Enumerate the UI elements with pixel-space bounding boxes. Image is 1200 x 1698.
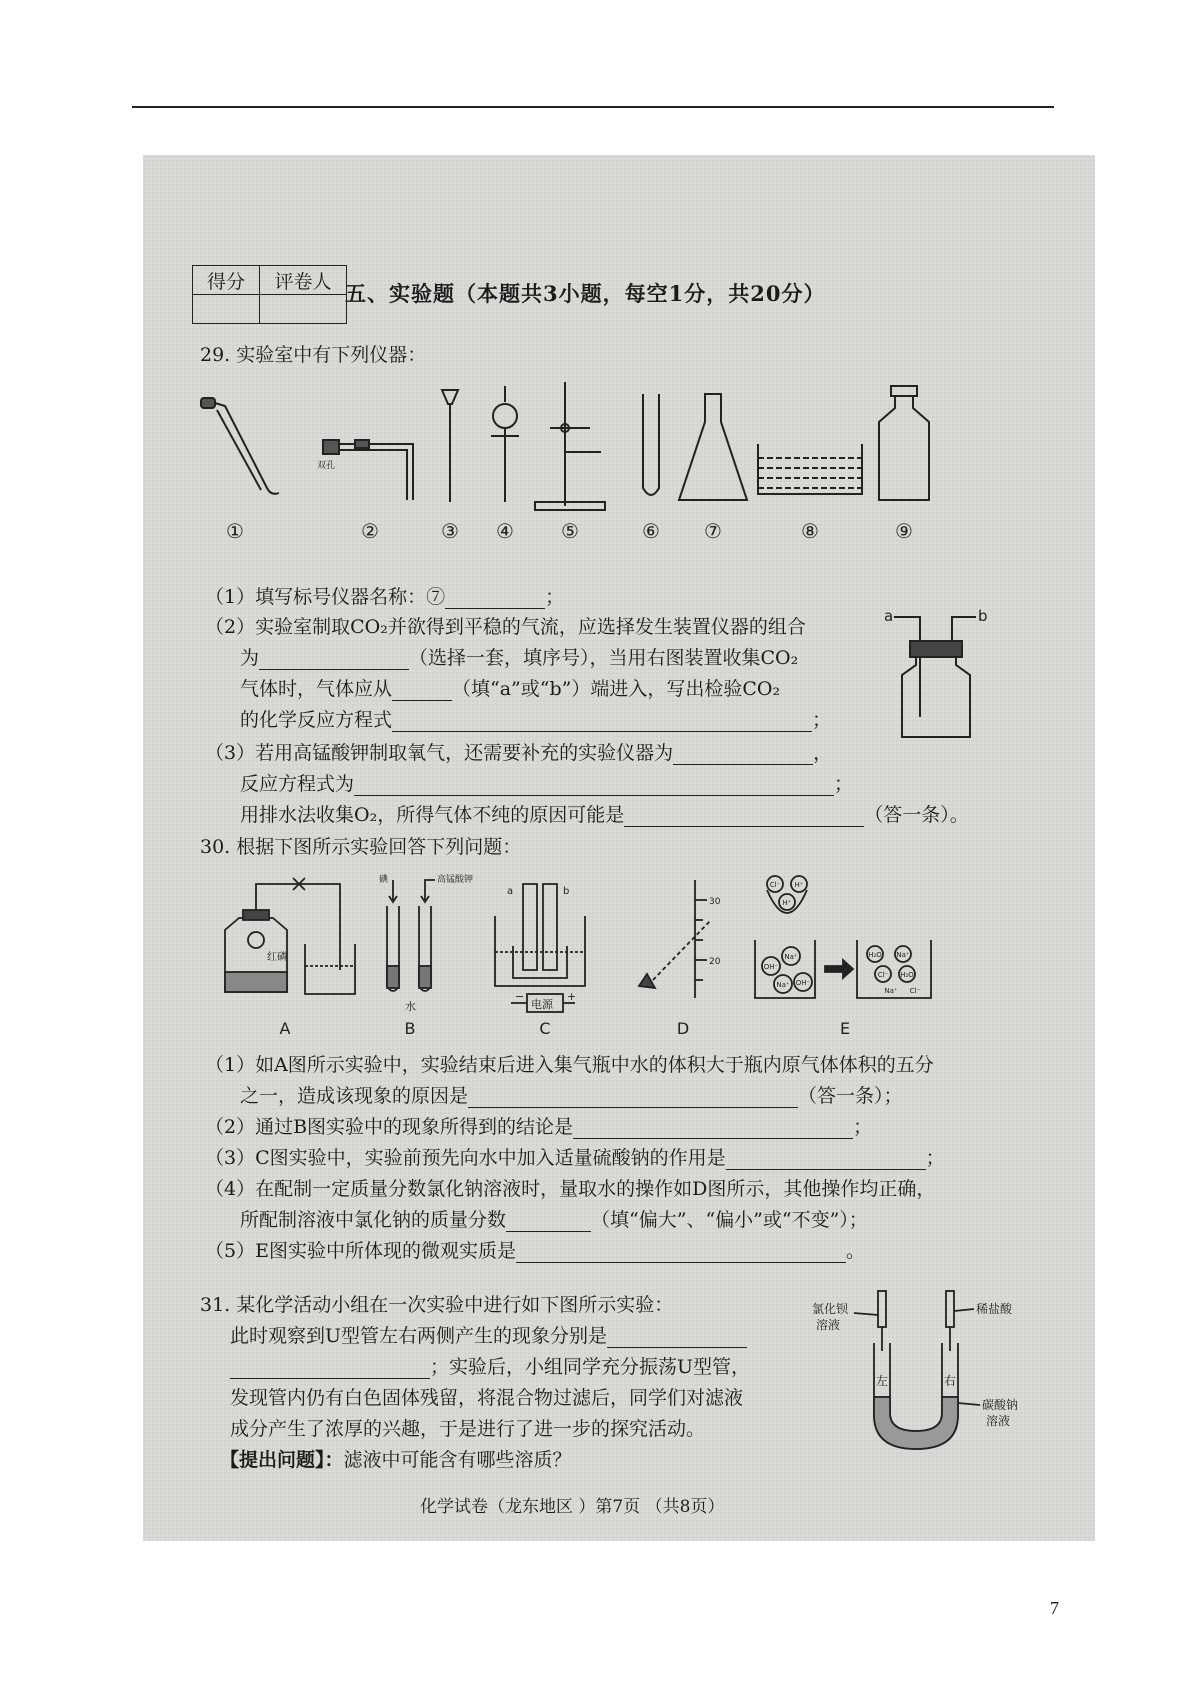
q30-p3-end: ； <box>925 1147 945 1169</box>
q29-p3a-end: ， <box>813 742 833 764</box>
q30-part1b <box>240 1081 903 1108</box>
q31-question-text: 滤液中可能含有哪些溶质？ <box>343 1449 572 1471</box>
q29-part2a: （2）实验室制取CO₂并欲得到平稳的气流，应选择发生装置仪器的组合 <box>205 616 806 638</box>
q29-part3a <box>205 738 832 765</box>
figure-a-phosphorus-combustion <box>225 878 355 994</box>
figure-b-label-iodine: 碘 <box>379 875 389 885</box>
q31-line1: 31. 某化学活动小组在一次实验中进行如下图所示实验： <box>200 1294 674 1316</box>
q30-p5-pre: （5）E图实验中所体现的微观实质是 <box>205 1240 516 1262</box>
q29-p3b-blank <box>354 777 834 796</box>
q30-part4b <box>240 1205 868 1232</box>
instrument-label-8: ⑧ <box>801 519 819 543</box>
u-tube-label-bacl2-1: 氯化钡 <box>812 1302 849 1316</box>
q29-p3b-pre: 反应方程式为 <box>240 773 355 795</box>
q31-line2 <box>230 1321 747 1348</box>
q30-p3-blank <box>726 1151 926 1170</box>
section-title: 五、实验题（本题共3小题，每空1分，共20分） <box>345 281 826 306</box>
gas-bottle-icon <box>879 386 929 500</box>
figure-c-label-power: 电源 <box>531 998 553 1011</box>
q29-p2c-pre: 气体时，气体应从 <box>240 678 393 700</box>
q29-p2c-mid: （填“a”或“b”）端进入，写出检验CO₂ <box>452 678 781 700</box>
q30-part3 <box>205 1143 945 1170</box>
figure-label-a: A <box>279 1019 291 1038</box>
iron-stand-icon <box>535 382 605 510</box>
figure-c-label-a: a <box>507 886 514 897</box>
q30-p2-blank <box>573 1120 853 1139</box>
q30-experiments-figure <box>215 870 1015 1040</box>
q29-p3c-pre: 用排水法收集O₂，所得气体不纯的原因可能是 <box>240 804 625 826</box>
ion-oh-1: OH⁻ <box>763 963 779 971</box>
q29-p3a-pre: （3）若用高锰酸钾制取氧气，还需要补充的实验仪器为 <box>205 742 674 764</box>
q30-p4b-end: （填“偏大”、“偏小”或“不变”）； <box>591 1209 868 1231</box>
grader-header: 评卷人 <box>260 266 347 295</box>
q31-line5: 成分产生了浓厚的兴趣，于是进行了进一步的探究活动。 <box>230 1418 706 1440</box>
q29-p3b-end: ； <box>834 773 854 795</box>
instrument-label-3: ③ <box>441 519 459 543</box>
q30-part2 <box>205 1112 872 1139</box>
q29-p3a-blank <box>673 746 813 765</box>
q31-l2-blank <box>607 1329 747 1348</box>
figure-c-minus: − <box>515 990 525 1003</box>
q30-stem: 30. 根据下图所示实验回答下列问题： <box>200 836 522 858</box>
q31-line6 <box>220 1445 572 1472</box>
conical-flask-icon <box>679 394 747 500</box>
q30-p4b-pre: 所配制溶液中氯化钠的质量分数 <box>240 1209 507 1231</box>
ion-h-2: H⁺ <box>782 899 792 907</box>
q29-p2d-pre: 的化学反应方程式 <box>240 709 393 731</box>
bottle-end-a: a <box>884 607 894 625</box>
instrument-label-9: ⑨ <box>895 519 913 543</box>
ion-na-2: Na⁺ <box>776 981 790 989</box>
ion-h-1: H⁺ <box>794 881 804 889</box>
gas-collection-bottle-figure <box>880 605 990 745</box>
q31-l3-mid: ；实验后，小组同学充分振荡U型管， <box>430 1356 751 1378</box>
figure-label-c: C <box>539 1019 551 1038</box>
ion-oh-2: OH⁻ <box>795 979 811 987</box>
figure-label-d: D <box>676 1019 690 1038</box>
u-tube-label-right: 右 <box>944 1374 957 1388</box>
q29-p2c-blank <box>392 682 452 701</box>
top-rule <box>132 106 1054 108</box>
figure-e-neutralization <box>755 876 931 998</box>
q29-part2d <box>240 705 831 732</box>
q29-p2b-mid: （选择一套，填序号），当用右图装置收集CO₂ <box>409 647 799 669</box>
u-tube-label-na2co3-1: 碳酸钠 <box>982 1398 1019 1412</box>
q30-p5-blank <box>516 1244 846 1263</box>
instrument-label-2: ② <box>361 519 379 543</box>
q29-p3c-end: （答一条）。 <box>864 804 969 826</box>
figure-label-e: E <box>839 1019 851 1038</box>
u-tube-figure <box>810 1285 1040 1465</box>
q29-part3c <box>240 800 969 827</box>
ion-cl-2: Cl⁻ <box>877 971 889 979</box>
q31-l2-pre: 此时观察到U型管左右两侧产生的现象分别是 <box>230 1325 608 1347</box>
figure-a-label-phosphorus: 红磷 <box>267 952 287 963</box>
q29-p1-end: ； <box>545 586 565 608</box>
figure-b-dissolution <box>387 880 435 991</box>
page-footer: 化学试卷（龙东地区 ）第7页 （共8页） <box>420 1497 725 1517</box>
q29-p2b-blank <box>259 651 409 670</box>
u-tube-label-left: 左 <box>876 1374 889 1388</box>
q29-stem: 29. 实验室中有下列仪器： <box>200 344 427 366</box>
q29-part2b <box>240 643 798 670</box>
instrument-label-7: ⑦ <box>704 519 722 543</box>
q30-p4b-blank <box>506 1213 591 1232</box>
ion-h2o-1: H₂O <box>868 951 882 959</box>
instrument-label-4: ④ <box>496 519 514 543</box>
q30-p1b-end: （答一条）； <box>798 1085 903 1107</box>
q30-p1b-blank <box>468 1089 798 1108</box>
instrument-label-1: ① <box>226 519 244 543</box>
figure-d-tick-30: 30 <box>709 897 721 907</box>
ion-h2o-2: H₂O <box>900 971 914 979</box>
two-hole-label: 双孔 <box>317 461 336 471</box>
q29-p2d-end: ； <box>812 709 832 731</box>
q31-l3-blank <box>230 1360 430 1379</box>
q29-part2c <box>240 674 780 701</box>
score-header: 得分 <box>193 266 260 295</box>
instrument-label-5: ⑤ <box>561 519 579 543</box>
u-tube-label-na2co3-2: 溶液 <box>986 1414 1011 1428</box>
q30-part4a: （4）在配制一定质量分数氯化钠溶液时，量取水的操作如D图所示，其他操作均正确， <box>205 1178 936 1200</box>
ion-cl-3: Cl⁻ <box>909 987 921 995</box>
q29-p1-text: （1）填写标号仪器名称：⑦ <box>205 586 446 608</box>
ion-na-4: Na⁺ <box>884 987 898 995</box>
q30-p5-end: 。 <box>845 1240 865 1262</box>
q31-line3 <box>230 1352 750 1379</box>
figure-c-label-b: b <box>563 886 570 897</box>
score-cell <box>193 295 260 324</box>
q29-p3c-blank <box>624 808 864 827</box>
ion-na-1: Na⁺ <box>784 953 798 961</box>
delivery-tube-icon <box>201 398 279 494</box>
water-trough-icon <box>758 444 862 494</box>
q29-p2b-pre: 为 <box>240 647 260 669</box>
q30-part1a: （1）如A图所示实验中，实验结束后进入集气瓶中水的体积大于瓶内原气体体积的五分 <box>205 1054 934 1076</box>
q29-part3b <box>240 769 853 796</box>
q29-p1-blank <box>445 590 545 609</box>
figure-label-b: B <box>404 1019 416 1038</box>
separatory-funnel-icon <box>491 386 519 502</box>
q29-p2d-blank <box>392 713 812 732</box>
q30-p2-end: ； <box>853 1116 873 1138</box>
grader-cell <box>260 295 347 324</box>
score-table <box>192 265 347 324</box>
figure-c-plus: + <box>567 990 577 1003</box>
q31-line4: 发现管内仍有白色固体残留，将混合物过滤后，同学们对滤液 <box>230 1387 744 1409</box>
u-tube-label-bacl2-2: 溶液 <box>816 1318 841 1332</box>
ion-cl-1: Cl⁻ <box>769 881 781 889</box>
q31-question-heading: 【提出问题】： <box>220 1449 344 1471</box>
combustion-spoon-icon <box>442 390 458 502</box>
figure-b-label-water: 水 <box>405 1000 416 1013</box>
q30-p2-pre: （2）通过B图实验中的现象所得到的结论是 <box>205 1116 574 1138</box>
q29-instruments-figure <box>195 378 995 548</box>
figure-b-label-kmno4: 高锰酸钾 <box>437 875 474 885</box>
two-hole-stopper-icon <box>323 440 413 500</box>
q30-p1b-pre: 之一，造成该现象的原因是 <box>240 1085 469 1107</box>
instrument-label-6: ⑥ <box>642 519 660 543</box>
bottle-end-b: b <box>978 607 988 625</box>
u-tube-label-hcl: 稀盐酸 <box>976 1302 1013 1316</box>
test-tube-icon <box>643 394 659 495</box>
figure-d-measuring-cylinder <box>639 880 711 998</box>
q29-part1 <box>205 582 564 609</box>
page-number: 7 <box>1050 1598 1059 1618</box>
q30-p3-pre: （3）C图实验中，实验前预先向水中加入适量硫酸钠的作用是 <box>205 1147 726 1169</box>
ion-na-3: Na⁺ <box>896 951 910 959</box>
figure-d-tick-20: 20 <box>709 957 721 967</box>
q30-part5 <box>205 1236 865 1263</box>
